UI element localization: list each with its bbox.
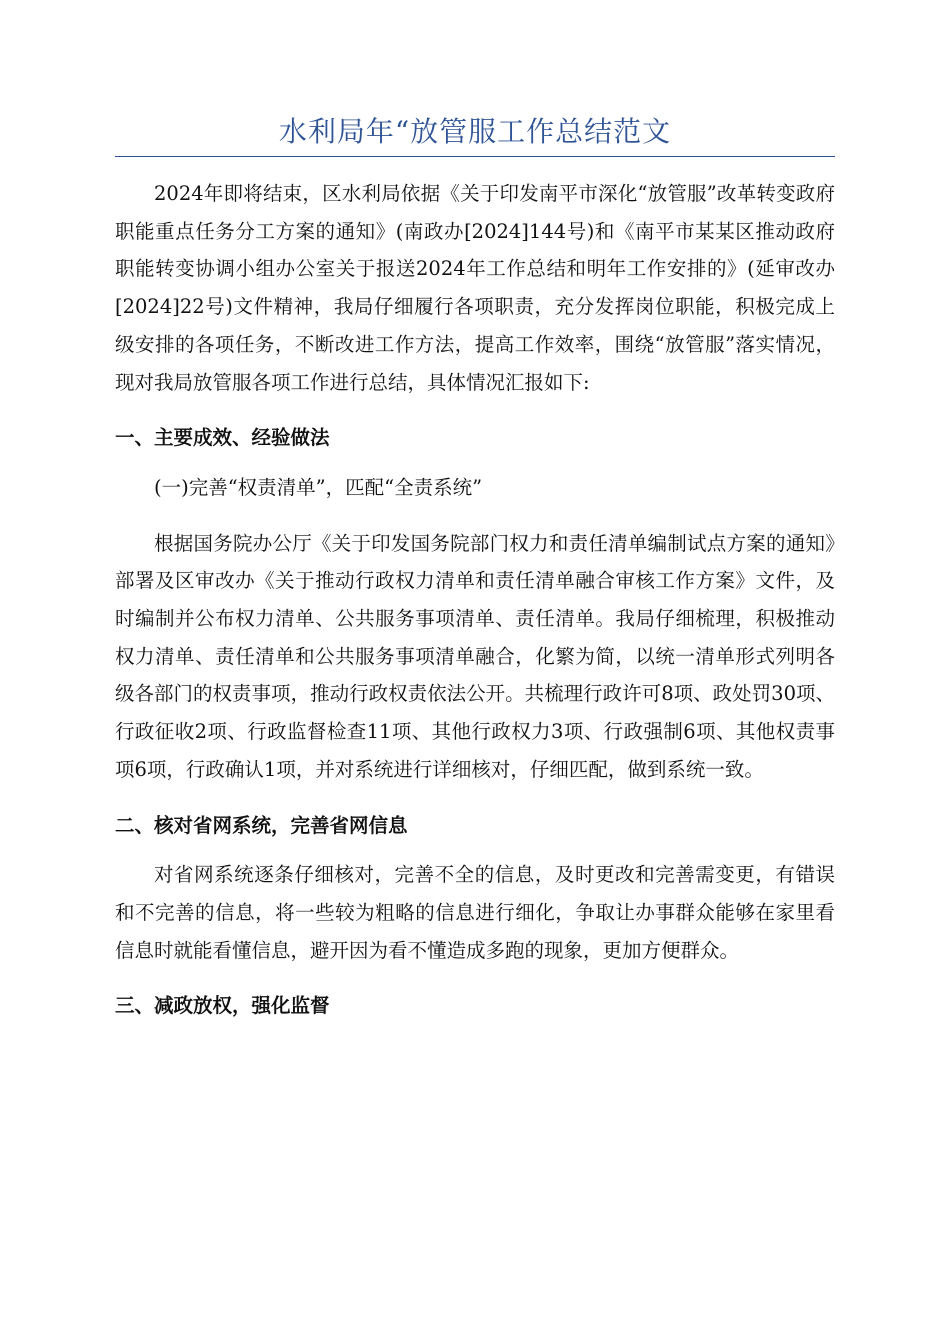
section-heading-2: 二、核对省网系统，完善省网信息: [115, 813, 408, 837]
intro-paragraph: 2024年即将结束，区水利局依据《关于印发南平市深化“放管服”改革转变政府职能重点任务分工方案的通知》(南政办[2024]144号)和《南平市某某区推动政府职能转变协调小组办公室关于报送2024年工作总结和明年工作安排的》(延审改办[2024]22号)文件精神，我局仔细履行各项职责，充分发挥岗位职能，积极完成上级安排的各项任务，不断改进工作方法，提高工作效率，围绕“放管服”落实情况，现对我局放管服各项工作进行总结，具体情况汇报如下:: [115, 182, 835, 394]
section-heading-1: 一、主要成效、经验做法: [115, 426, 330, 450]
document-title: 水利局年“放管服工作总结范文: [278, 115, 672, 148]
section-1-paragraph: 根据国务院办公厅《关于印发国务院部门权力和责任清单编制试点方案的通知》部署及区审改办《关于推动行政权力清单和责任清单融合审核工作方案》文件，及时编制并公布权力清单、公共服务事项清单、责任清单。我局仔细梳理，积极推动权力清单、责任清单和公共服务事项清单融合，化繁为简，以统一清单形式列明各级各部门的权责事项，推动行政权责依法公开。共梳理行政许可8项、政处罚30项、行政征收2项、行政监督检查11项、其他行政权力3项、行政强制6项、其他权责事项6项，行政确认1项，并对系统进行详细核对，仔细匹配，做到系统一致。: [115, 531, 835, 781]
section-heading-3: 三、减政放权，强化监督: [115, 994, 330, 1018]
section-2-paragraph: 对省网系统逐条仔细核对，完善不全的信息，及时更改和完善需变更，有错误和不完善的信息，将一些较为粗略的信息进行细化，争取让办事群众能够在家里看信息时就能看懂信息，避开因为看不懂造成多跑的现象，更加方便群众。: [115, 863, 835, 962]
document-body: [115, 175, 835, 1025]
subsection-heading-1: (一)完善“权责清单”，匹配“全责系统”: [154, 475, 483, 499]
title-block: [115, 112, 835, 157]
